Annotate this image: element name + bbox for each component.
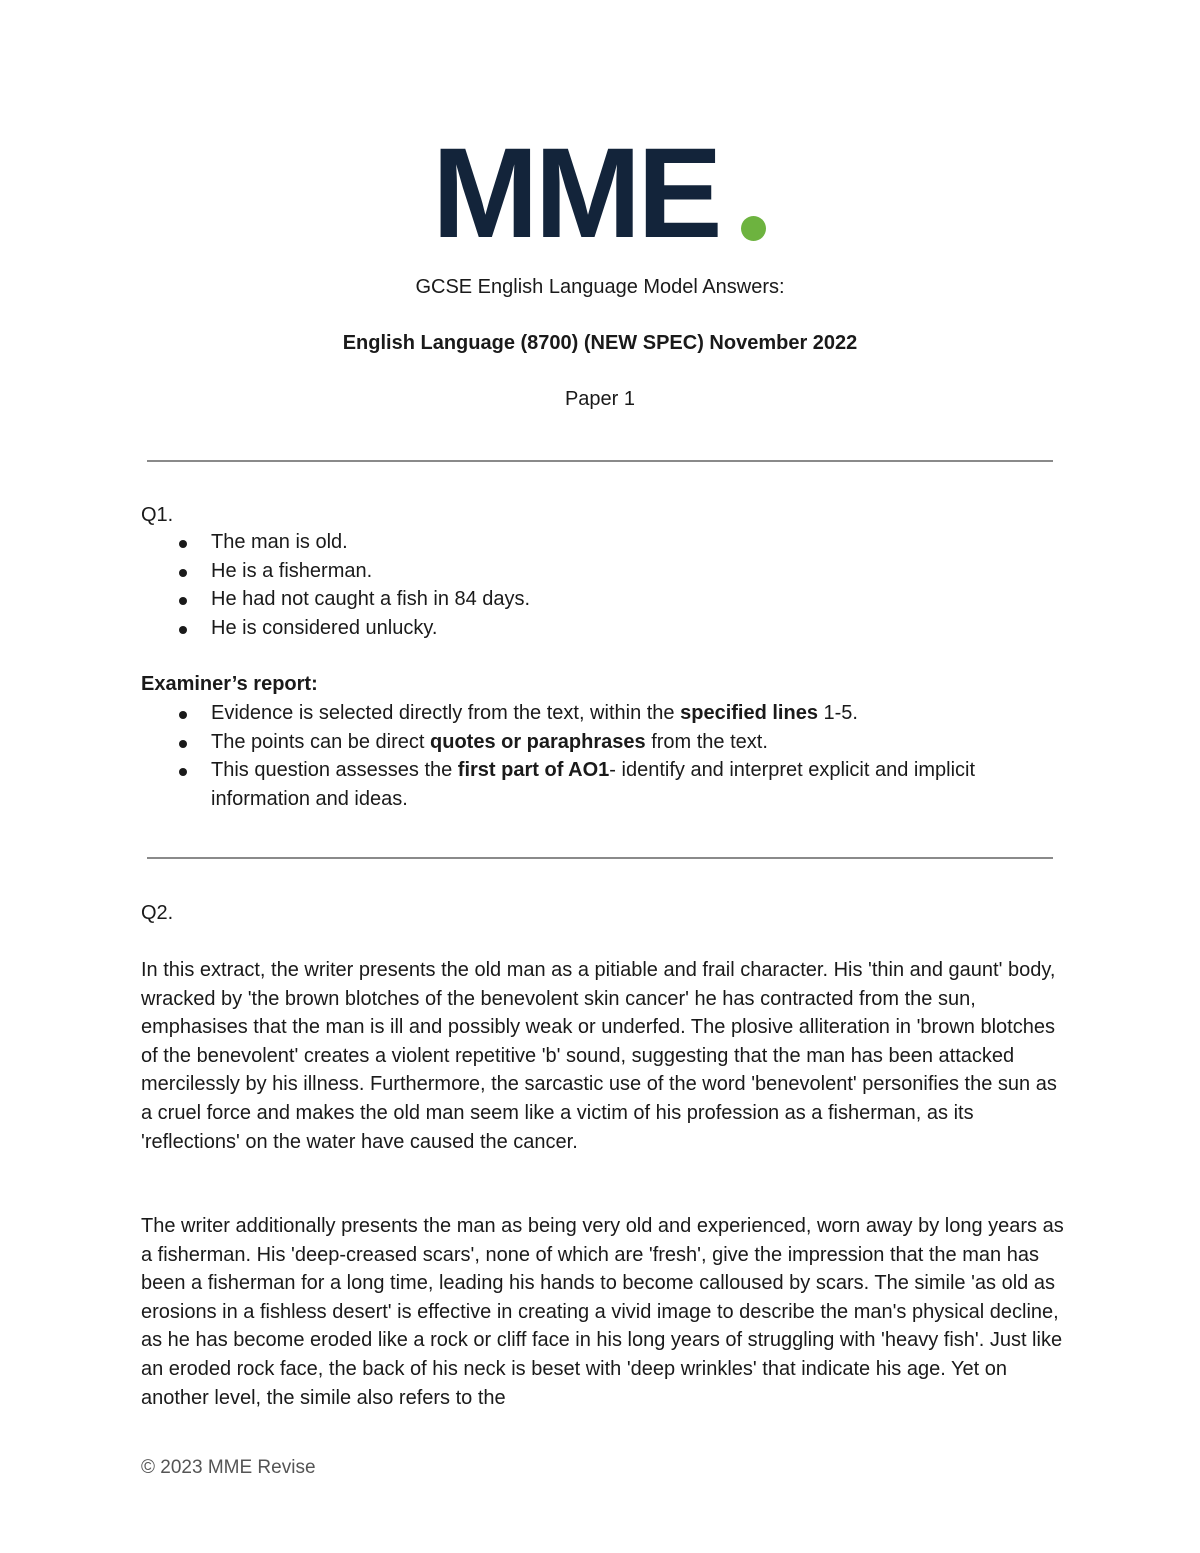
exam-title: English Language (8700) (NEW SPEC) November 2022 <box>342 332 858 354</box>
report-text: Evidence is selected directly from the text, within the <box>211 702 681 724</box>
report-emphasis: specified lines <box>680 702 818 724</box>
list-item: He had not caught a fish in 84 days. <box>175 585 1071 614</box>
question-1-answer-list <box>175 528 1071 642</box>
report-text: This question assesses the <box>211 759 458 782</box>
document-subtitle: GCSE English Language Model Answers: <box>415 276 785 298</box>
report-text: from the text. <box>645 730 768 753</box>
report-text: 1-5. <box>817 702 858 724</box>
report-emphasis: quotes or paraphrases <box>430 730 646 753</box>
paper-label: Paper 1 <box>564 388 636 410</box>
divider <box>147 857 1053 859</box>
report-text: The points can be direct <box>211 730 431 753</box>
mme-logo: MME <box>432 122 719 265</box>
report-text: - identify and interpret explicit and implicit information and ideas. <box>211 759 976 810</box>
list-item: The man is old. <box>175 528 1071 557</box>
examiner-report-list <box>175 699 1051 813</box>
question-2-label: Q2. <box>141 902 174 924</box>
logo-dot-icon <box>741 216 766 241</box>
question-1-label: Q1. <box>141 504 174 526</box>
report-emphasis: first part of AO1 <box>457 759 610 782</box>
list-item <box>175 699 1051 728</box>
examiner-report-heading: Examiner’s report: <box>141 673 318 695</box>
list-item: He is a fisherman. <box>175 557 1071 586</box>
answer-paragraph: In this extract, the writer presents the old man as a pitiable and frail character. His 'thin and gaunt' body, wracked by 'the brown blotches of the benevolent skin cancer' he has contracted from the sun, emphasises that the man is ill and possibly weak or underfed. The plosive alliteration in 'brown blotches of the benevolent' creates a violent repetitive 'b' sound, suggesting that the man has been attacked mercilessly by his illness. Furthermore, the sarcastic use of the word 'benevolent' personifies the sun as a cruel force and makes the old man seem like a victim of his profession as a fisherman, as its 'reflections' on the water have caused the cancer. <box>141 959 1057 1153</box>
list-item <box>175 756 1051 813</box>
list-item: He is considered unlucky. <box>175 614 1071 643</box>
list-item <box>175 728 1051 757</box>
divider <box>147 460 1053 462</box>
answer-paragraph: The writer additionally presents the man as being very old and experienced, worn away by long years as a fisherman. His 'deep-creased scars', none of which are 'fresh', give the impression that the man has been a fisherman for a long time, leading his hands to become calloused by scars. The simile 'as old as erosions in a fishless desert' is effective in creating a vivid image to describe the man's physical decline, as he has become eroded like a rock or cliff face in his long years of struggling with 'heavy fish'. Just like an eroded rock face, the back of his neck is beset with 'deep wrinkles' that indicate his age. Yet on another level, the simile also refers to the <box>141 1215 1064 1409</box>
copyright-footer: © 2023 MME Revise <box>141 1457 316 1478</box>
